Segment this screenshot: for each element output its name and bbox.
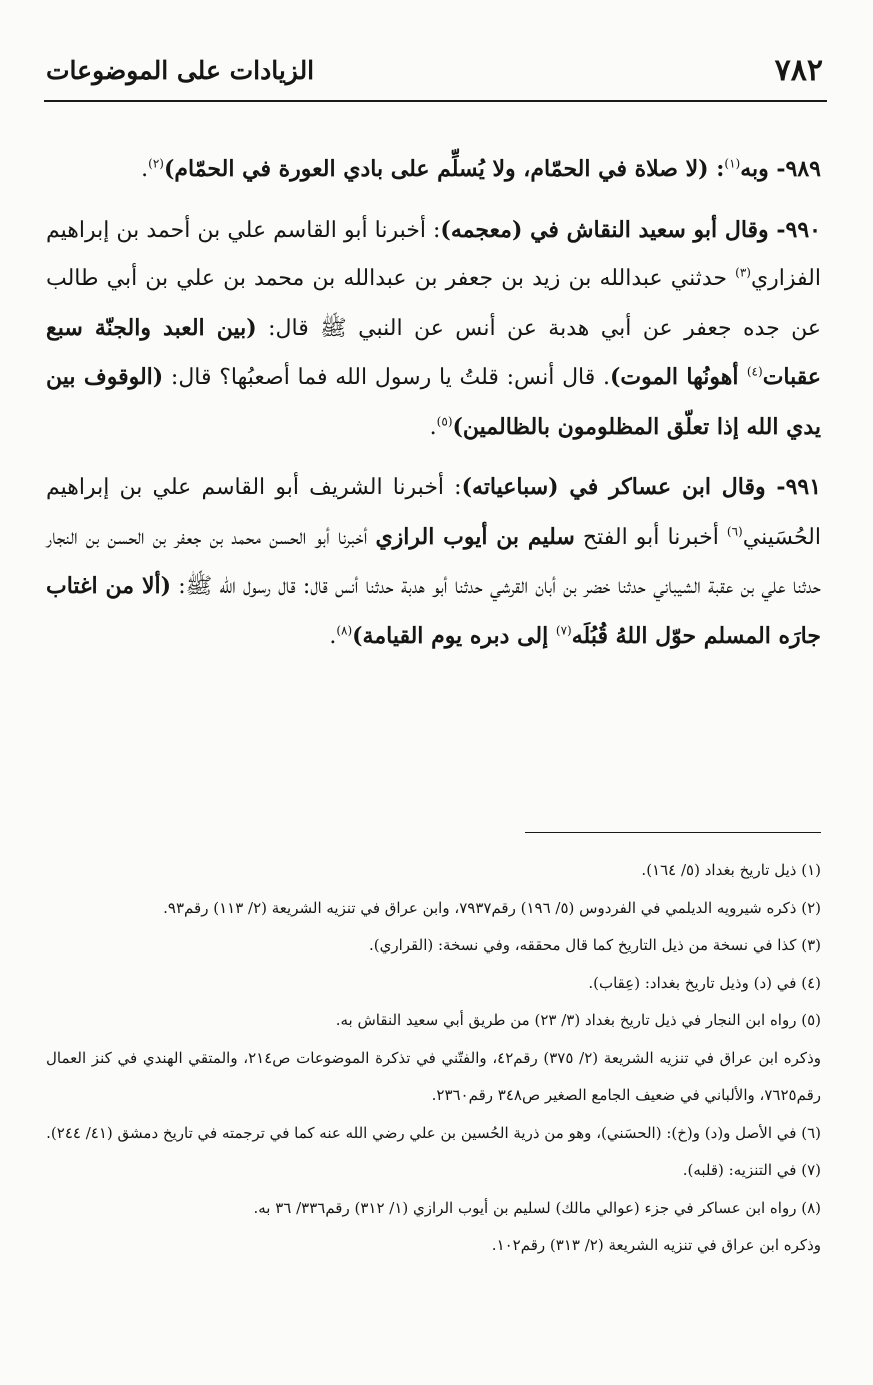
- entry-990: [46, 206, 821, 453]
- text-run: إلى دبره يوم القيامة): [352, 622, 556, 649]
- entry-989: [46, 145, 821, 195]
- text-run: أخبرنا أبو الحسن محمد بن جعفر بن الحسن بن النجار حدثنا علي بن عقبة الشيباني حدثنا خضر بن أبان القرشي حدثنا أبو هدبة حدثنا أنس قال: قال رسول الله ﷺ:: [46, 524, 821, 599]
- main-text: [46, 145, 821, 661]
- text-run: (ألا من اغتاب جارَه المسلم حوّل اللهُ قُبُلَه: [46, 573, 821, 649]
- text-run: .: [329, 623, 337, 649]
- text-run: : أخبرنا أبو القاسم علي بن أحمد بن إبراهيم الفزاري: [46, 217, 821, 291]
- text-run: . قال أنس: قلتُ يا رسول الله فما أصعبُها؟ قال:: [163, 365, 610, 390]
- footnote: (٤) في (د) وذيل تاريخ بغداد: (عِقاب).: [588, 973, 821, 992]
- text-run: ٩٩١- وقال ابن عساكر في (سباعياته): [461, 474, 822, 500]
- text-run: .: [141, 157, 149, 182]
- text-run: حدثني عبدالله بن زيد بن جعفر بن عبدالله بن محمد بن علي بن أبي طالب عن جده جعفر عن أبي هدبة عن أنس عن النبي ﷺ قال:: [46, 266, 821, 341]
- footnote-marker: (٧): [555, 623, 572, 638]
- header-divider: [44, 100, 827, 102]
- page-number: ٧٨٢: [774, 52, 823, 88]
- footnote: (٥) رواه ابن النجار في ذيل تاريخ بغداد (٣/ ٢٣) من طريق أبي سعيد النقاش به.: [335, 1011, 821, 1029]
- text-run: ٩٩٠- وقال أبو سعيد النقاش في (معجمه): [440, 216, 821, 243]
- footnote: (٧) في التنزيه: (قلبه).: [682, 1161, 821, 1179]
- footnote-marker: (١): [724, 156, 741, 171]
- footnote: (٢) ذكره شيرويه الديلمي في الفردوس (٥/ ١٩٦) رقم٧٩٣٧، وابن عراق في تنزيه الشريعة (٢/ ١١٣) رقم٩٣.: [163, 898, 821, 917]
- text-run: ٩٨٩- وبه: [740, 156, 821, 182]
- footnote: (٦) في الأصل و(د) و(خ): (الحسَني)، وهو من ذرية الحُسين بن علي رضي الله عنه كما في ترجمته في تاريخ دمشق (٤١/ ٢٤٤).: [46, 1123, 821, 1142]
- text-run: (الوقوف بين يدي الله إذا تعلّق المظلومون بالظالمين): [46, 364, 821, 440]
- footnote: (٨) رواه ابن عساكر في جزء (عوالي مالك) لسليم بن أيوب الرازي (١/ ٣١٢) رقم٣٣٦/ ٣٦ به.: [253, 1198, 821, 1217]
- footnote: وذكره ابن عراق في تنزيه الشريعة (٢/ ٣١٣) رقم١٠٢.: [491, 1236, 821, 1254]
- entry-991: [46, 463, 821, 661]
- footnote: (٣) كذا في نسخة من ذيل التاريخ كما قال محققه، وفي نسخة: (القراري).: [368, 936, 821, 954]
- footnote-divider: [525, 832, 821, 833]
- footnote-marker: (٥): [436, 414, 453, 429]
- text-run: :: [708, 156, 725, 182]
- text-run: أخبرنا أبو الفتح: [574, 524, 727, 550]
- text-run: (لا صلاة في الحمّام، ولا يُسلِّم على بادي العورة في الحمّام): [163, 156, 709, 182]
- footnote-marker: (٣): [735, 265, 751, 280]
- text-run: : أخبرنا الشريف أبو القاسم علي بن إبراهيم الحُسَيني: [46, 475, 821, 550]
- footnote-marker: (٦): [726, 524, 743, 539]
- text-run: .: [429, 414, 437, 440]
- text-run: سليم بن أيوب الرازي: [375, 523, 575, 550]
- footnotes: [46, 852, 821, 1265]
- footnote-marker: (٨): [336, 623, 353, 638]
- page-header: [46, 44, 823, 96]
- footnote-marker: (٢): [148, 156, 164, 171]
- footnote: وذكره ابن عراق في تنزيه الشريعة (٢/ ٣٧٥) رقم٤٢، والفتّني في تذكرة الموضوعات ص٢١٤، والمتقي الهندي في كنز العمال رقم٧٦٢٥، والألباني في ضعيف الجامع الصغير ص٣٤٨ رقم٢٣٦٠.: [46, 1048, 821, 1104]
- footnote: (١) ذيل تاريخ بغداد (٥/ ١٦٤).: [641, 861, 821, 879]
- running-title: الزيادات على الموضوعات: [46, 55, 315, 85]
- text-run: (بين العبد والجنّة سبع عقبات: [46, 314, 821, 390]
- text-run: أهونُها الموت): [610, 364, 747, 390]
- footnote-marker: (٤): [746, 364, 763, 379]
